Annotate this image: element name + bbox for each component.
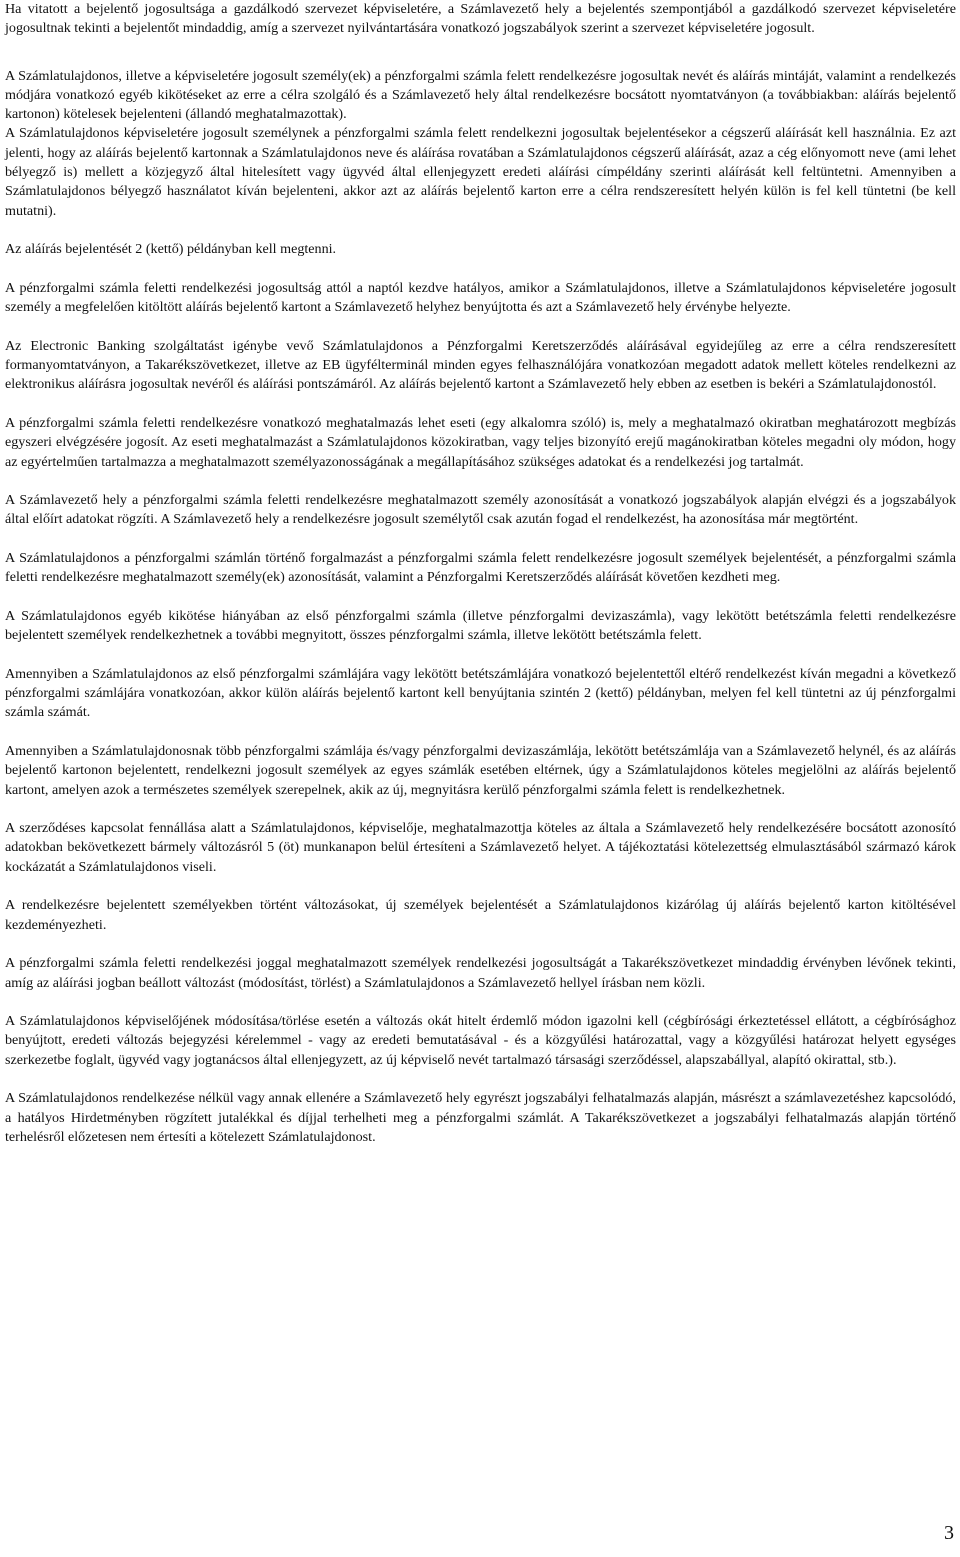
document-body xyxy=(5,0,956,1167)
paragraph-signature-specimen: A Számlatulajdonos, illetve a képviseletére jogosult személy(ek) a pénzforgalmi számla felett rendelkezésre jogosultak nevét és aláírás mintáját, valamint a rendelkezés módjára vonatkozó egyéb kikötéseket az erre a célra szolgáló és a Számlavezető hely által rendelkezésre bocsátott nyomtatványon (a továbbiakban: aláírás bejelentő kartonon) kötelesek bejelenteni (állandó meghatalmazottak). xyxy=(5,67,956,123)
paragraph-default-authorization: A Számlatulajdonos egyéb kikötése hiányában az első pénzforgalmi számla (illetve pénzforgalmi devizaszámla), vagy lekötött betétszámla feletti rendelkezésre bejelentett személyek rendelkezhetnek a további megnyitott, összes pénzforgalmi számla, illetve lekötött betétszámla felett. xyxy=(5,607,956,644)
paragraph-identification: A Számlavezető hely a pénzforgalmi számla feletti rendelkezésre meghatalmazott személy azonosítását a vonatkozó jogszabályok alapján elvégzi és a jogszabályok által előírt adatokat rögzíti. A Számlavezető hely a rendelkezésre jogosult személytől csak azután fogad el rendelkezést, ha azonosítása már megtörtént. xyxy=(5,492,956,528)
paragraph-multiple-accounts: Amennyiben a Számlatulajdonosnak több pénzforgalmi számlája és/vagy pénzforgalmi devizaszámlája, lekötött betétszámlája van a Számlavezető helynél, és az aláírás bejelentő kartonon bejelentett, rendelkezni jogosult személyek az egyes számlák esetében eltérnek, úgy a Számlatulajdonos köteles megjelölni az aláírás bejelentő kartont, amelyen azok a természetes személyek szerepelnek, akik az új, megnyitásra kerülő pénzforgalmi számla felett is rendelkezhetnek. xyxy=(5,742,956,798)
paragraph-validity: A pénzforgalmi számla feletti rendelkezési joggal meghatalmazott személyek rendelkezési jogosultságát a Takarékszövetkezet mindaddig érvényben lévőnek tekinti, amíg az aláírási jogban beállott változást (módosítást, törlést) a Számlatulajdonos a Számlavezető hellyel írásban nem közli. xyxy=(5,955,956,991)
paragraph-representative-change: A Számlatulajdonos képviselőjének módosítása/törlése esetén a változás okát hitelt érdemlő módon igazolni kell (cégbírósági érkeztetéssel ellátott, a cégbírósághoz benyújtott, eredeti változás bejegyzési kérelemmel - vagy az eredeti bemutatásával - és a közgyűlési határozattal, vagy a közgyűlési határozat helyett egységes szerkezetbe foglalt, ügyvéd vagy jogtanácsos által ellenjegyzett, az új képviselő nevét tartalmazó társasági szerződéssel, alapszabállyal, alapító okirattal, stb.). xyxy=(5,1013,956,1068)
paragraph-different-authorization: Amennyiben a Számlatulajdonos az első pénzforgalmi számlájára vagy lekötött betétszámlájára vonatkozó bejelentettől eltérő rendelkezést kíván megadni a következő pénzforgalmi számlájára vonatkozóan, akkor külön aláírás bejelentő kartont kell benyújtania szintén 2 (kettő) példányban, melyen fel kell tüntetni az új pénzforgalmi számla számát. xyxy=(5,665,956,721)
paragraph-change-notification: A szerződéses kapcsolat fennállása alatt a Számlatulajdonos, képviselője, meghatalmazottja köteles az általa a Számlavezető hely rendelkezésére bocsátott azonosító adatokban bekövetkezett bármely változásról 5 (öt) munkanapon belül értesíteni a Számlavezető helyet. A tájékoztatási kötelezettség elmulasztásából származó károk kockázatát a Számlatulajdonos viseli. xyxy=(5,820,956,875)
paragraph-charges: A Számlatulajdonos rendelkezése nélkül vagy annak ellenére a Számlavezető hely egyrészt jogszabályi felhatalmazás alapján, másrészt a számlavezetéshez kapcsolódó, a hatályos Hirdetményben rögzített jutalékkal és díjjal terhelheti meg a pénzforgalmi számlát. A Takarékszövetkezet a jogszabályi felhatalmazás alapján történő terhelésről előzetesen nem értesíti a kötelezett Számlatulajdonost. xyxy=(5,1090,956,1145)
paragraph-two-copies: Az aláírás bejelentését 2 (kettő) példányban kell megtenni. xyxy=(5,241,337,258)
paragraph-one-time-authorization: A pénzforgalmi számla feletti rendelkezésre vonatkozó meghatalmazás lehet eseti (egy alkalomra szóló) is, mely a meghatalmazó okiratban meghatározott megbízás egyszeri elvégzésére jogosít. Az eseti meghatalmazást a Számlatulajdonos közokiratban, vagy teljes bizonyító erejű magánokiratban köteles megadni oly módon, hogy az egyértelműen tartalmazza a meghatalmazott személyazonosságának a megállapításához szükséges adatokat és a rendelkezési jog tartalmát. xyxy=(5,414,956,470)
paragraph-company-signature: A Számlatulajdonos képviseletére jogosult személynek a pénzforgalmi számla felett rendelkezni jogosultak bejelentésekor a cégszerű aláírását kell használnia. Ez azt jelenti, hogy az aláírás bejelentő kartonnak a Számlatulajdonos neve és aláírása rovatában a Számlatulajdonos cégszerű aláírását, azaz a cég előnyomott neve (ami lehet bélyegző is) mellett a közjegyző által hitelesített vagy ügyvéd által ellenjegyzett eredeti aláírási címpéldány szerinti aláírását kell feltüntetni. Amennyiben a Számlatulajdonos bélyegző használatot kíván bejelenteni, akkor azt az aláírás bejelentő karton erre a célra rendszeresített helyén külön is fel kell tüntetni (be kell mutatni). xyxy=(5,125,956,219)
paragraph-representation-dispute: Ha vitatott a bejelentő jogosultsága a gazdálkodó szervezet képviseletére, a Számlavezető hely a bejelentés szempontjából a gazdálkodó szervezet képviseletére jogosultnak tekinti a bejelentőt mindaddig, amíg a szervezet nyilvántartására vonatkozó jogszabályok szerint a szervezet képviseletére jogosult. xyxy=(5,1,956,37)
page-number: 3 xyxy=(944,1522,954,1544)
paragraph-new-card: A rendelkezésre bejelentett személyekben történt változásokat, új személyek bejelentését a Számlatulajdonos kizárólag új aláírás bejelentő karton kitöltésével kezdeményezheti. xyxy=(5,897,956,933)
paragraph-start-of-transactions: A Számlatulajdonos a pénzforgalmi számlán történő forgalmazást a pénzforgalmi számla felett rendelkezésre jogosult személyek bejelentését, a pénzforgalmi számla feletti rendelkezésre meghatalmazott személy(ek) azonosítását, valamint a Pénzforgalmi Keretszerződés aláírását követően kezdheti meg. xyxy=(5,550,956,586)
paragraph-effective-date: A pénzforgalmi számla feletti rendelkezési jogosultság attól a naptól kezdve hatályos, amikor a Számlatulajdonos, illetve a Számlatulajdonos képviseletére jogosult személy a megfelelően kitöltött aláírás bejelentő kartont a Számlavezető helyhez benyújtotta és azt a Számlavezető hely érvénybe helyezte. xyxy=(5,279,956,316)
paragraph-electronic-banking: Az Electronic Banking szolgáltatást igénybe vevő Számlatulajdonos a Pénzforgalmi Keretszerződés aláírásával egyidejűleg az erre a célra rendszeresített formanyomtatványon, a Takarékszövetkezet, illetve az EB ügyfélterminál minden egyes felhasználójára vonatkozóan megadott adatok mellett köteles rendelkezni az elektronikus aláírásra jogosultak nevéről és aláírási pontszámáról. Az aláírás bejelentő kartont a Számlavezető hely ebben az esetben is bekéri a Számlatulajdonostól. xyxy=(5,337,956,393)
